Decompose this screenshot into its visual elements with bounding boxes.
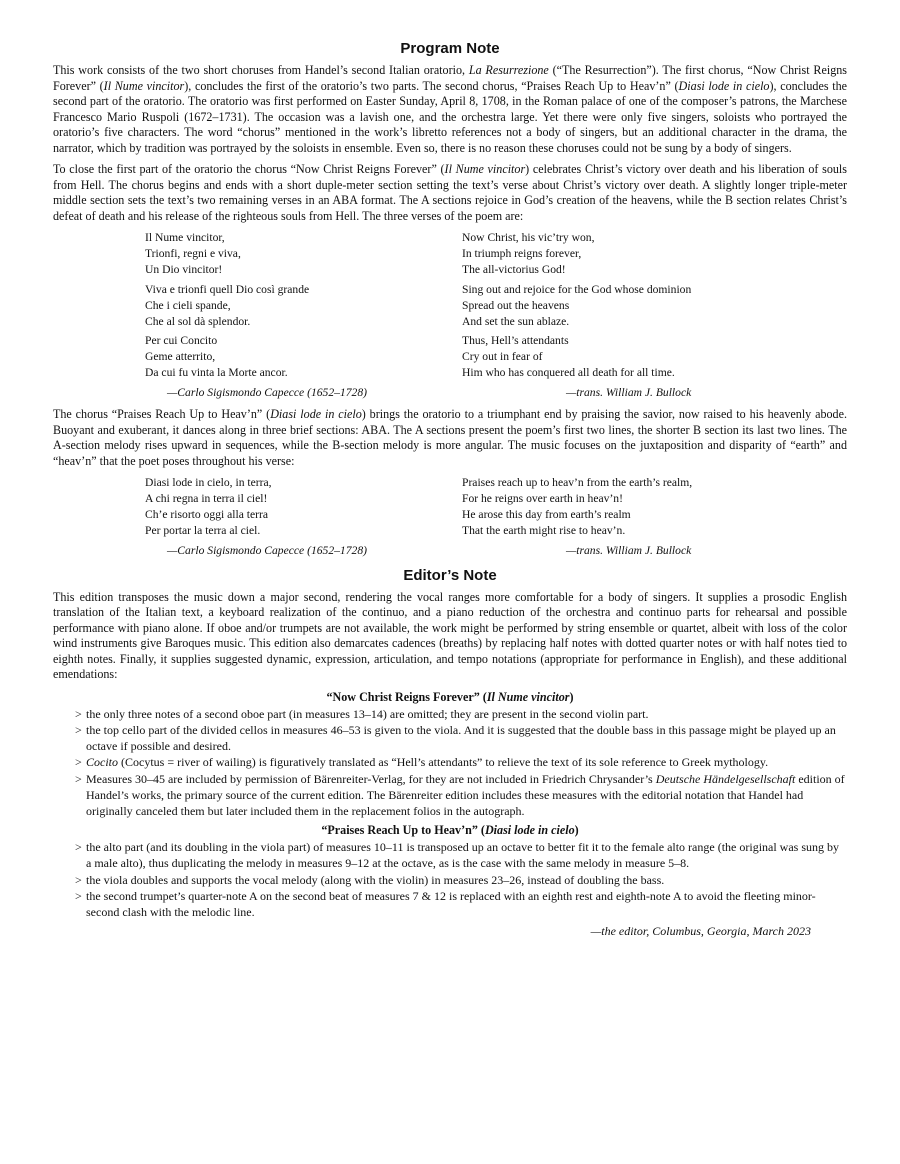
poem-line: Il Nume vincitor, bbox=[145, 231, 225, 244]
bullet-marker: > bbox=[75, 771, 82, 786]
poem-line: Che al sol dà splendor. bbox=[145, 314, 251, 328]
italic-title-text: Il Nume vincitor bbox=[444, 162, 526, 176]
poem-line: Diasi lode in cielo, in terra, bbox=[145, 476, 272, 490]
poem-1 bbox=[53, 230, 847, 385]
italic-title-text: Diasi lode in cielo bbox=[270, 407, 362, 422]
poem-line: Him who has conquered all death for all time. bbox=[462, 366, 675, 380]
poem-2-italian bbox=[145, 475, 462, 543]
poem-line: Praises reach up to heav’n from the earth’s realm, bbox=[462, 476, 693, 490]
poem-1-translator-credit: —trans. William J. Bullock bbox=[565, 386, 692, 400]
poem-line: He arose this day from earth’s realm bbox=[462, 507, 631, 521]
poem-line: A chi regna in terra il ciel! bbox=[145, 492, 268, 506]
poem-stanza bbox=[145, 333, 462, 381]
poem-line: Un Dio vincitor! bbox=[145, 262, 223, 276]
poem-1-italian bbox=[145, 230, 462, 385]
poem-line: Thus, Hell’s attendants bbox=[462, 334, 569, 348]
poem-stanza bbox=[145, 282, 462, 330]
bullet-marker: > bbox=[75, 755, 82, 770]
poem-line: Viva e trionfi quell Dio così grande bbox=[145, 282, 310, 296]
editor-signature: —the editor, Columbus, Georgia, March 2023 bbox=[590, 924, 811, 939]
page-content bbox=[53, 40, 847, 939]
poem-line: For he reigns over earth in heav’n! bbox=[462, 492, 623, 506]
program-note-paragraph-3: The chorus “Praises Reach Up to Heav’n” (Diasi lode in cielo) brings the oratorio to a triumphant end by praising the savior, now raised to his heavenly abode. Buoyant and exuberant, it dances along in three brief sections: ABA. The A sections present the poem’s first two lines, the shorter B section its last two lines. The A-section melody rises upward in sequences, while the B-section melody is more angular. The music focuses on the juxtaposition and disparity of “earth” and “heav’n” that the poet poses throughout his verse: bbox=[53, 407, 847, 468]
section-2-list bbox=[75, 839, 847, 920]
poem-1-credits bbox=[53, 385, 847, 401]
section-1-title: “Now Christ Reigns Forever” (Il Nume vincitor) bbox=[326, 689, 574, 704]
note-item: > the top cello part of the divided cellos in measures 46–53 is given to the viola. And it is suggested that the double bass in this passage might be played up an octave if possible and desired. bbox=[75, 722, 836, 754]
note-item: > the only three notes of a second oboe part (in measures 13–14) are omitted; they are present in the second violin part. bbox=[75, 706, 649, 721]
poem-line: Per portar la terra al ciel. bbox=[145, 523, 261, 537]
poem-line: Ch’e risorto oggi alla terra bbox=[145, 507, 268, 521]
program-note-paragraph-2: To close the first part of the oratorio the chorus “Now Christ Reigns Forever” (Il Nume vincitor) celebrates Christ’s victory over death and his liberation of souls from Hell. The chorus begins and ends with a short duple-meter section setting the text’s verse about Christ’s victory over death. A slightly longer triple-meter middle section sets the text’s two remaining verses in an ABA format. The A sections rejoice in God’s creation of the heavens, while the B section relates Christ’s defeat of death and his release of the righteous souls from Hell. The three verses of the poem are: bbox=[53, 162, 847, 223]
italic-title-text: Diasi lode in cielo bbox=[484, 823, 575, 838]
note-item: > the alto part (and its doubling in the viola part) of measures 10–11 is transposed up an octave to better fit it to the female alto range (the original was sung by a male alto), thus duplicating the melody in measures 9–12 at the octave, as is the case with the same melody in measure 5–8. bbox=[75, 840, 840, 871]
poem-stanza bbox=[145, 230, 462, 278]
note-item: > Measures 30–45 are included by permission of Bärenreiter-Verlag, for they are not included in Friedrich Chrysander’s Deutsche Händelgesellschaft edition of Handel’s works, the primary source of the current edition. The Bärenreiter edition includes these measures with the editorial notation that Handel had originally canceled them but later included them in the replacement folios in the autograph. bbox=[75, 771, 845, 818]
poem-line: Trionfi, regni e viva, bbox=[145, 246, 241, 260]
poem-line: Che i cieli spande, bbox=[145, 298, 231, 312]
poem-stanza bbox=[462, 282, 832, 330]
poem-2-english bbox=[462, 475, 832, 543]
bullet-marker: > bbox=[75, 706, 82, 721]
italic-title-text: Diasi lode in cielo bbox=[678, 78, 770, 93]
italic-title-text: Cocito bbox=[86, 755, 118, 770]
bullet-marker: > bbox=[75, 840, 82, 855]
poem-2-poet-credit: —Carlo Sigismondo Capecce (1652–1728) bbox=[167, 543, 367, 557]
poem-stanza bbox=[145, 475, 462, 539]
bullet-marker: > bbox=[75, 722, 82, 737]
bullet-marker: > bbox=[75, 888, 82, 903]
note-item: > the viola doubles and supports the vocal melody (along with the violin) in measures 23–26, instead of doubling the bass. bbox=[75, 872, 665, 887]
poem-line: Now Christ, his vic’try won, bbox=[462, 231, 595, 244]
editors-note-heading: Editor’s Note bbox=[403, 566, 497, 584]
italic-title-text: La Resurrezione bbox=[468, 63, 549, 77]
note-item: > Cocito (Cocytus = river of wailing) is figuratively translated as “Hell’s attendants” to relieve the text of its sole reference to Greek mythology. bbox=[75, 755, 769, 770]
poem-line: Geme atterrito, bbox=[145, 350, 216, 364]
poem-stanza bbox=[462, 230, 832, 278]
poem-line: That the earth might rise to heav’n. bbox=[462, 523, 626, 537]
poem-2-credits bbox=[53, 543, 847, 559]
program-note-heading: Program Note bbox=[400, 40, 500, 57]
italic-title-text: Il Nume vincitor bbox=[486, 689, 570, 704]
poem-2 bbox=[53, 475, 847, 543]
poem-line: In triumph reigns forever, bbox=[462, 246, 582, 260]
poem-line: Sing out and rejoice for the God whose dominion bbox=[462, 282, 692, 296]
poem-line: Per cui Concito bbox=[145, 334, 218, 348]
section-1-list bbox=[75, 706, 847, 819]
editors-note-paragraph-1: This edition transposes the music down a major second, rendering the vocal ranges more comfortable for a body of singers. It supplies a prosodic English translation of the Italian text, a keyboard realization of the continuo, and a piano reduction of the orchestra and continuo parts for rehearsal and possible performance with piano alone. If oboe and/or trumpets are not available, the work might be performed by string ensemble or quartet, albeit with loss of the color wind instruments give Baroques music. This edition also demarcates cadences (breaths) by replacing half notes with dotted quarter notes or with half notes tied to eighth notes. Finally, it supplies suggested dynamic, expression, articulation, and tempo notations (appropriate for performance in English), and these additional emendations: bbox=[53, 589, 847, 682]
poem-2-translator-credit: —trans. William J. Bullock bbox=[565, 543, 692, 557]
poem-line: Cry out in fear of bbox=[462, 350, 543, 364]
program-note-paragraph-1: This work consists of the two short choruses from Handel’s second Italian oratorio, La Resurrezione (“The Resurrection”). The first chorus, “Now Christ Reigns Forever” (Il Nume vincitor), concludes the first of the oratorio’s two parts. The second chorus, “Praises Reach Up to Heav’n” (Diasi lode in cielo), concludes the second part of the oratorio. The oratorio was first performed on Easter Sunday, April 8, 1708, in the Roman palace of one of the composer’s patrons, the Marchese Francesco Mario Ruspoli (1672–1731). The occasion was a lavish one, and the orchestra large. Yet there were only five singers, soloists who portrayed the oratorio’s five characters. The word “chorus” mentioned in the work’s libretto references not a body of singers, but an additional character in the drama, the narrator, which by tradition was portrayed by the soloists in ensemble. Even so, there is no reason these choruses could not be sung by a body of singers. bbox=[53, 63, 848, 155]
italic-title-text: Il Nume vincitor bbox=[103, 78, 185, 93]
note-item: > the second trumpet’s quarter-note A on the second beat of measures 7 & 12 is replaced with an eighth rest and eighth-note A to avoid the fleeting minor-second clash with the melodic line. bbox=[75, 888, 816, 920]
poem-1-english bbox=[462, 230, 832, 385]
italic-title-text: Deutsche Händelgesellschaft bbox=[655, 771, 796, 786]
poem-line: Spread out the heavens bbox=[462, 298, 570, 312]
poem-stanza bbox=[462, 333, 832, 381]
poem-line: And set the sun ablaze. bbox=[462, 314, 570, 328]
poem-stanza bbox=[462, 475, 832, 539]
poem-line: Da cui fu vinta la Morte ancor. bbox=[145, 366, 288, 380]
poem-1-poet-credit: —Carlo Sigismondo Capecce (1652–1728) bbox=[167, 386, 367, 400]
bullet-marker: > bbox=[75, 872, 82, 887]
section-2-title: “Praises Reach Up to Heav’n” (Diasi lode in cielo) bbox=[321, 823, 579, 838]
poem-line: The all-victorius God! bbox=[462, 262, 566, 276]
